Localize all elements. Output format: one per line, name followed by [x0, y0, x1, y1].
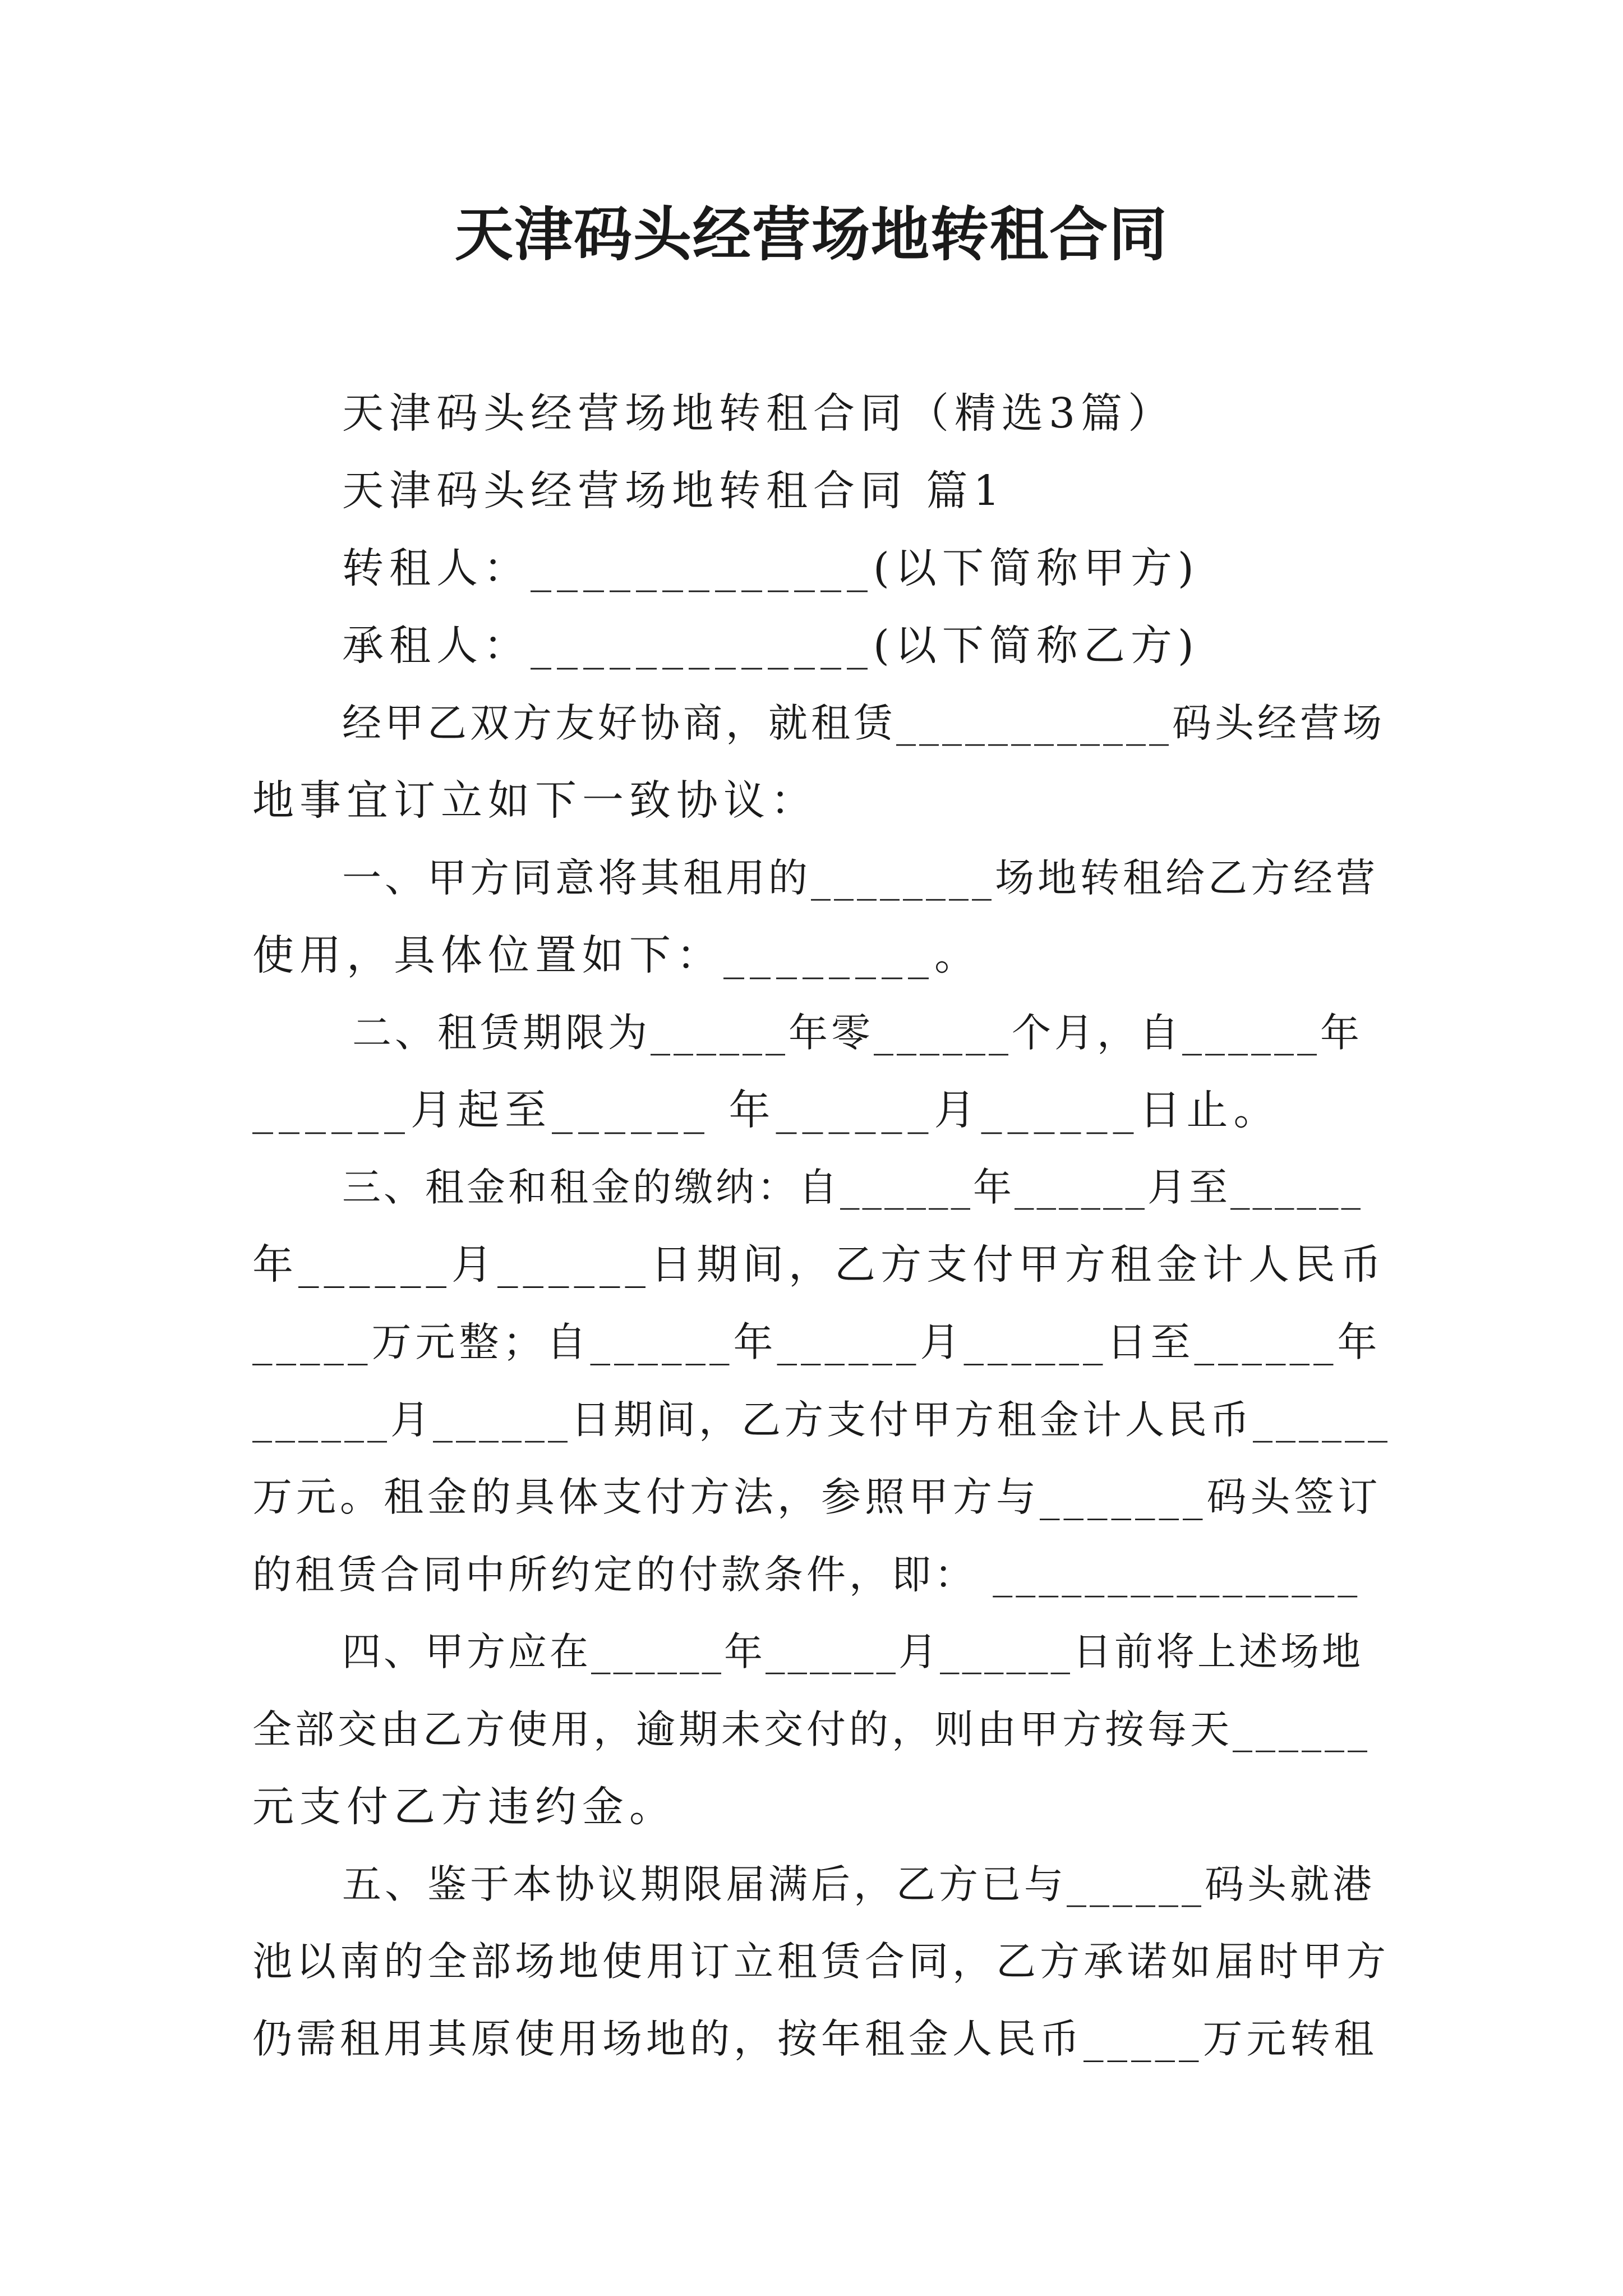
clause-4-line: 全部交由乙方使用，逾期未交付的，则由甲方按每天______: [252, 1706, 1371, 1752]
clause-3-line: 三、租金和租金的缴纳：自______年______月至______: [342, 1165, 1363, 1210]
clause-2-line: 二、租赁期限为______年零______个月，自______年: [352, 1010, 1363, 1056]
clause-1-line: 一、甲方同意将其租用的________场地转租给乙方经营: [342, 855, 1378, 901]
clause-3-line: ______月______日期间，乙方支付甲方租金计人民币______: [252, 1397, 1391, 1443]
document-title: 天津码头经营场地转租合同: [454, 200, 1168, 269]
paragraph-line: 地事宜订立如下一致协议：: [252, 776, 818, 825]
party-b-line: 承租人：_____________(以下简称乙方): [342, 622, 1200, 670]
clause-5-line: 池以南的全部场地使用订立租赁合同，乙方承诺如届时甲方: [252, 1938, 1390, 1985]
clause-4-line: 元支付乙方违约金。: [252, 1783, 676, 1831]
paragraph-line: 经甲乙双方友好协商，就租赁____________码头经营场: [342, 700, 1385, 746]
clause-3-line: 的租赁合同中所约定的付款条件，即： ________________: [252, 1552, 1361, 1598]
section-heading: 天津码头经营场地转租合同 篇1: [342, 467, 1006, 515]
party-a-line: 转租人：_____________(以下简称甲方): [342, 544, 1200, 592]
clause-3-line: 万元。租金的具体支付方法，参照甲方与_______码头签订: [252, 1474, 1382, 1520]
clause-3-line: 年______月______日期间，乙方支付甲方租金计人民币: [252, 1241, 1386, 1289]
clause-1-line: 使用，具体位置如下：________。: [252, 931, 981, 979]
clause-5-line: 五、鉴于本协议期限届满后，乙方已与______码头就港: [342, 1861, 1375, 1907]
document-body: [252, 375, 1391, 2078]
subtitle-line: 天津码头经营场地转租合同（精选3篇）: [342, 389, 1175, 438]
clause-2-line: ______月起至______ 年______月______日止。: [252, 1086, 1281, 1134]
clause-5-line: 仍需租用其原使用场地的，按年租金人民币_____万元转租: [252, 2016, 1378, 2062]
clause-3-line: _____万元整；自______年______月______日至______年: [252, 1319, 1381, 1365]
clause-4-line: 四、甲方应在______年______月______日前将上述场地: [342, 1630, 1363, 1674]
